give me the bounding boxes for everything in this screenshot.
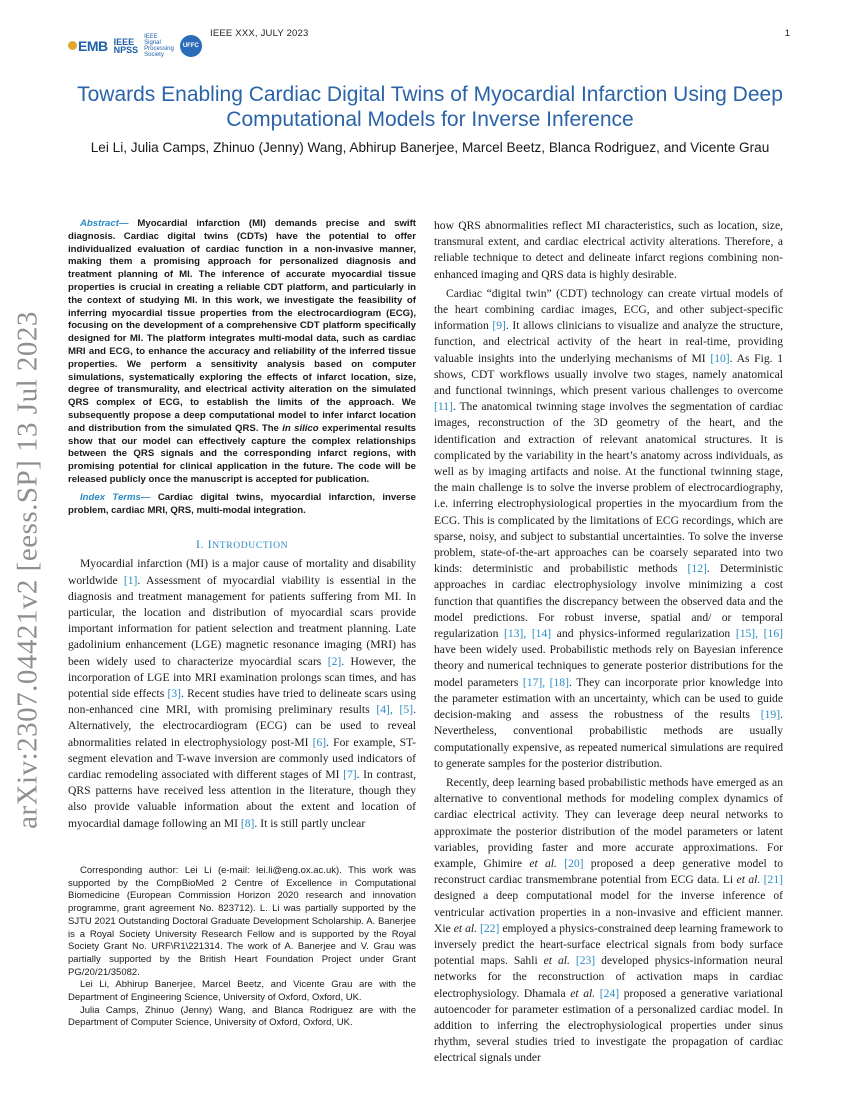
citation-link[interactable]: [10] xyxy=(710,351,730,365)
emb-logo: EMB xyxy=(68,38,108,54)
paragraph: how QRS abnormalities reflect MI characteristics, such as location, size, transmural extent, and cardiac electrical activity alterations. Therefore, a reliable technique to detect and delineate infarct regions combining non-enhanced imaging and QRS data is highly desirable. xyxy=(434,219,783,281)
section-heading: I. INTRODUCTION xyxy=(195,537,289,552)
citation-link[interactable]: [21] xyxy=(763,873,783,887)
journal-header: IEEE XXX, JULY 2023 xyxy=(210,28,309,39)
citation-link[interactable]: [23] xyxy=(575,954,596,968)
footnote-affiliation-1: Lei Li, Abhirup Banerjee, Marcel Beetz, and Vicente Grau are with the Department of Engineering Science, University of Oxford, Oxford, UK. xyxy=(68,979,416,1004)
citation-link[interactable]: [13], [14] xyxy=(504,627,552,641)
citation-link[interactable]: [19] xyxy=(760,708,781,722)
index-terms: Index Terms— Cardiac digital twins, myocardial infarction, inverse problem, cardiac MRI, QRS, multi-modal integration. xyxy=(68,491,416,516)
citation-link[interactable]: [11] xyxy=(434,400,453,414)
abstract-label: Abstract— xyxy=(80,218,129,229)
index-terms-label: Index Terms— xyxy=(80,491,151,503)
society-logos xyxy=(68,34,202,58)
citation-link[interactable]: [22] xyxy=(480,921,500,935)
footnote-affiliation-2: Julia Camps, Zhinuo (Jenny) Wang, and Blanca Rodriguez are with the Department of Computer Science, University of Oxford, Oxford, UK. xyxy=(68,1004,416,1029)
citation-link[interactable]: [20] xyxy=(564,856,584,870)
citation-link[interactable]: [3] xyxy=(167,686,181,700)
citation-link[interactable]: [4], [5] xyxy=(376,703,414,717)
citation-link[interactable]: [15], [16] xyxy=(735,627,783,641)
footnote-funding: Corresponding author: Lei Li (e-mail: lei.li@eng.ox.ac.uk). This work was supported by the CompBioMed 2 Centre of Excellence in Computational Biomedicine (European Commission Horizon 2020 research and innovation programme, grant agreement No. 823712). L. Li was partially supported by the SJTU 2021 Outstanding Doctoral Graduate Development Scholarship. A. Banerjee is a Royal Society University Research Fellow and is supported by the Royal Society Grant No. URF\R1\221314. The work of A. Banerjee and V. Grau was partially supported by the British Heart Foundation Project under Grant PG/20/21/35082. xyxy=(68,865,416,978)
arxiv-stamp-text: arXiv:2307.04421v2 [eess.SP] 13 Jul 2023 xyxy=(11,311,44,829)
citation-link[interactable]: [9] xyxy=(492,319,506,333)
footnote xyxy=(68,865,416,1030)
citation-link[interactable]: [8] xyxy=(240,816,255,830)
citation-link[interactable]: [2] xyxy=(327,654,342,668)
intro-text-left: Myocardial infarction (MI) is a major cause of mortality and disability worldwide [1]. Assessment of myocardial viability is essential in the diagnosis and treatment management for patients suffering from MI. In particular, the location and distribution of myocardial scars provide important information for patient selection and treatment planning. Late gadolinium enhancement (LGE) magnetic resonance imaging (MRI) has been widely used to characterize myocardial scars [2]. However, the incorporation of LGE into MRI examination prolongs scan times, and has potential side effects [3]. Recent studies have tried to delineate scars using non-enhanced cine MRI, with promising preliminary results [4], [5]. Alternatively, the electrocardiogram (ECG) can be used to reveal abnormalities related in electrophysiology post-MI [6]. For example, ST-segment elevation and T-wave inversion are commonly used indicators of cardiac remodeling associated with different stages of MI [7]. In contrast, QRS patterns have received less attention in the literature, though they also provide valuable information about the extent and location of myocardial damage following an MI [8]. It is still partly unclear xyxy=(68,557,416,830)
abstract: Abstract— Myocardial infarction (MI) demands precise and swift diagnosis. Cardiac digital twins (CDTs) have the potential to offer individualized evaluation of cardiac function in a non-invasive manner, making them a promising approach for personalized diagnosis and treatment planning of MI. The inference of accurate myocardial tissue properties is crucial in creating a reliable CDT platform, and particularly in the context of studying MI. In this work, we investigate the feasibility of inferring myocardial tissue properties from the electrocardiogram (ECG), focusing on the development of a comprehensive CDT platform specifically designed for MI. The platform integrates multi-modal data, such as cardiac MRI and ECG, to enhance the accuracy and reliability of the inferred tissue properties. We perform a sensitivity analysis based on computer simulations, systematically exploring the effects of infarct location, size, degree of transmurality, and electrical activity alteration on the simulated QRS complex of ECG, to establish the limits of the approach. We subsequently propose a deep computational model to infer infarct location and distribution from the simulated QRS. The in silico experimental results show that our model can effectively capture the complex relationships between the QRS signals and the corresponding infarct regions, with promising potential for clinical application in the future. The code will be released publicly once the manuscript is accepted for publication. xyxy=(68,218,416,485)
author-list: Lei Li, Julia Camps, Zhinuo (Jenny) Wang, Abhirup Banerjee, Marcel Beetz, Blanca Rodriguez, and Vicente Grau xyxy=(90,140,770,155)
signal-processing-logo: IEEE Signal Processing Society xyxy=(144,34,174,58)
paragraph: Cardiac “digital twin” (CDT) technology can create virtual models of the heart combining cardiac images, ECG, and other subject-specific information [9]. It allows clinicians to visualize and analyze the structure, function, and electrical activity of the heart in real-time, providing valuable insights into the underlying mechanisms of MI [10]. As Fig. 1 shows, CDT workflows usually involve two stages, namely anatomical and functional twinnings, which present various challenges to overcome [11]. The anatomical twinning stage involves the segmentation of cardiac images, reconstruction of the 3D geometry of the heart, and the identification and extraction of relevant anatomical structures. It is complicated by the variability in the heart’s anatomy across individuals, as well as by imaging artifacts and noise. At the functional twinning stage, the main challenge is to solve the inverse problem of electrocardiography, i.e. inferring electrophysiological properties in the myocardium from the ECG. This is complicated by the limitations of ECG recordings, which are sparse, noisy, and subject to substantial uncertainties. To solve the inverse problem, state-of-the-art approaches can be coarsely separated into two kinds: deterministic and probabilistic methods [12]. Deterministic approaches in cardiac electrophysiology involve minimizing a cost function that quantifies the discrepancy between the observed data and the model predictions. For robust inverse, spatial and/ or temporal regularization [13], [14] and physics-informed regularization [15], [16] have been widely used. Probabilistic methods rely on Bayesian inference theory and numerical techniques to generate posterior distributions for the model parameters [17], [18]. They can incorporate prior knowledge into the parameter estimation with an uncertainty, which can be used to guide decision-making and assess the robustness of the results [19]. Nevertheless, conventional probabilistic methods are usually computationally expensive, as repeated numerical simulations are required to generate samples for the posterior distribution. xyxy=(434,286,784,770)
citation-link[interactable]: [24] xyxy=(599,986,620,1000)
paper-title: Towards Enabling Cardiac Digital Twins of Myocardial Infarction Using Deep Computational Models for Inverse Inference xyxy=(77,83,783,131)
paragraph: Recently, deep learning based probabilistic methods have emerged as an alternative to conventional methods for modeling complex dynamics of cardiac electrical activity. They can leverage deep neural networks to approximate the posterior distribution of the model parameters or latent variables, providing faster and more accurate approximations. For example, Ghimire et al. [20] proposed a deep generative model to reconstruct cardiac transmembrane potential from ECG data. Li et al. [21] designed a deep computational model for the inverse inference of ventricular activation properties in a non-invasive and efficient manner. Xie et al. [22] employed a physics-constrained deep learning framework to inversely predict the heart-surface electrical signals from body surface potential maps. Sahli et al. [23] developed physics-information neural networks for the reconstruction of activation maps in cardiac electrophysiology. Dhamala et al. [24] proposed a generative variational autoencoder for parameter estimation of a personalized cardiac model. In addition to inferring the electrophysiological properties under sinus rhythm, several studies tried to investigate the propagation of cardiac electrical signals under xyxy=(434,775,783,1065)
page-number: 1 xyxy=(784,28,790,39)
citation-link[interactable]: [6] xyxy=(312,735,327,749)
arxiv-stamp xyxy=(6,300,50,840)
uffc-logo: UFFC xyxy=(180,35,202,57)
citation-link[interactable]: [17], [18] xyxy=(522,675,569,689)
left-column xyxy=(68,218,416,832)
citation-link[interactable]: [1] xyxy=(123,573,138,587)
citation-link[interactable]: [12] xyxy=(687,562,707,576)
right-column xyxy=(434,218,783,1067)
npss-logo: IEEE NPSS xyxy=(113,37,139,55)
citation-link[interactable]: [7] xyxy=(343,767,357,781)
